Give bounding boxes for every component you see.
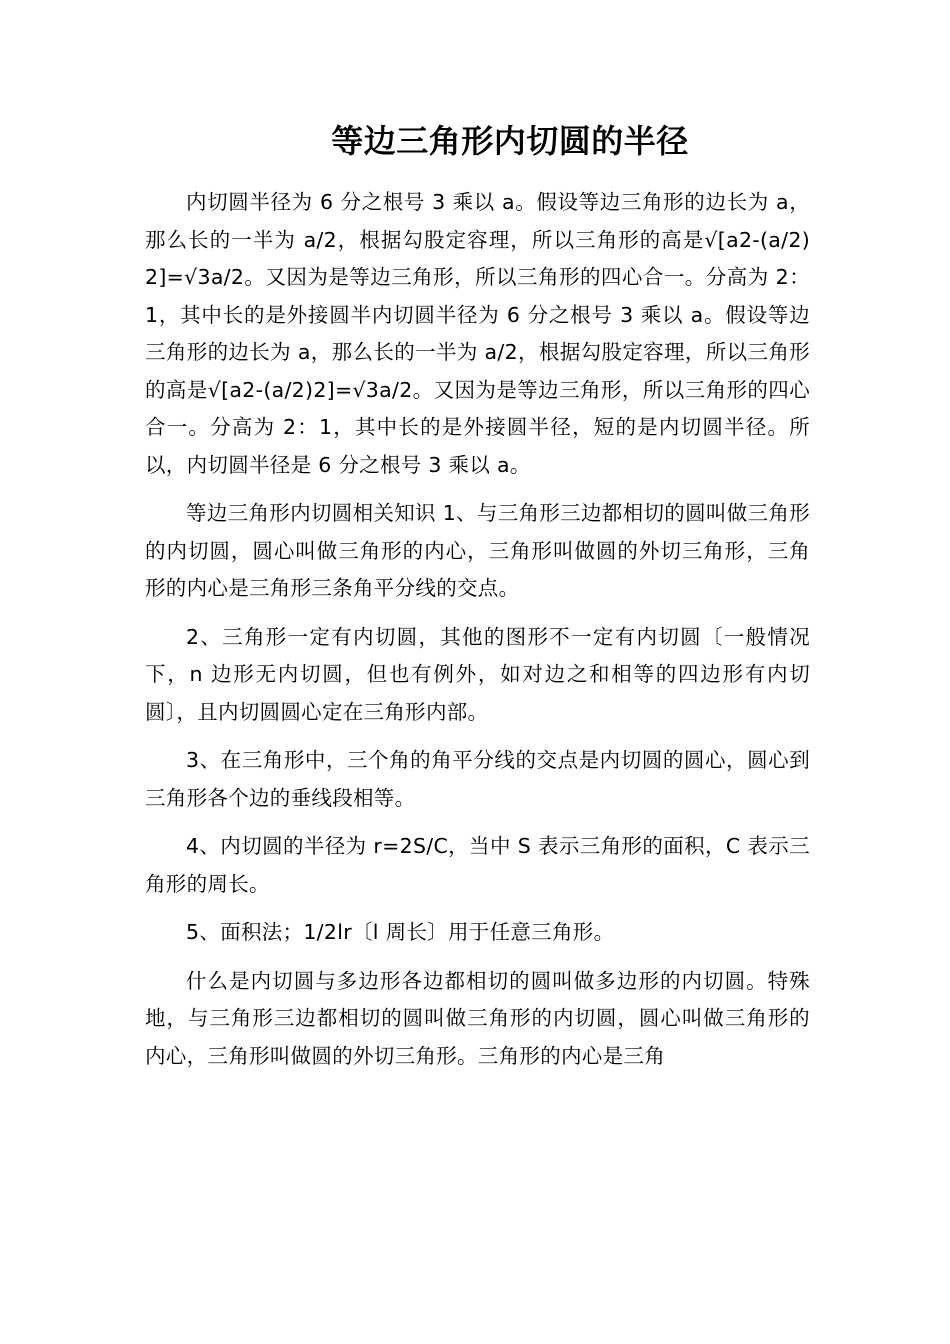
paragraph-knowledge-1: 等边三角形内切圆相关知识 1、与三角形三边都相切的圆叫做三角形的内切圆，圆心叫做三角形的内心，三角形叫做圆的外切三角形，三角形的内心是三角形三条角平分线的交点。 [145, 501, 810, 600]
paragraph-knowledge-5: 5、面积法；1/2lr〔l 周长〕用于任意三角形。 [186, 920, 615, 944]
paragraph-knowledge-4: 4、内切圆的半径为 r=2S/C，当中 S 表示三角形的面积，C 表示三角形的周长。 [145, 834, 810, 896]
paragraph-knowledge-2: 2、三角形一定有内切圆，其他的图形不一定有内切圆〔一般情况下，n 边形无内切圆，但也有例外，如对边之和相等的四边形有内切圆〕，且内切圆圆心定在三角形内部。 [145, 624, 810, 724]
paragraph-knowledge-3: 3、在三角形中，三个角的角平分线的交点是内切圆的圆心，圆心到三角形各个边的垂线段相等。 [145, 748, 810, 810]
document-body [145, 184, 810, 1086]
paragraph-definition: 什么是内切圆与多边形各边都相切的圆叫做多边形的内切圆。特殊地，与三角形三边都相切的圆叫做三角形的内切圆，圆心叫做三角形的内心，三角形叫做圆的外切三角形。三角形的内心是三角 [145, 968, 810, 1068]
document-title: 等边三角形内切圆的半径 [331, 122, 689, 160]
paragraph-radius-derivation: 内切圆半径为 6 分之根号 3 乘以 a。假设等边三角形的边长为 a，那么长的一半为 a/2，根据勾股定容理，所以三角形的高是√[a2-(a/2)2]=√3a/2。又因为是等边三角形，所以三角形的四心合一。分高为 2：1，其中长的是外接圆半内切圆半径为 6 分之根号 3 乘以 a。假设等边三角形的边长为 a，那么长的一半为 a/2，根据勾股定容理，所以三角形的高是√[a2-(a/2)2]=√3a/2。又因为是等边三角形，所以三角形的四心合一。分高为 2：1，其中长的是外接圆半径，短的是内切圆半径。所以，内切圆半径是 6 分之根号 3 乘以 a。 [145, 190, 810, 477]
